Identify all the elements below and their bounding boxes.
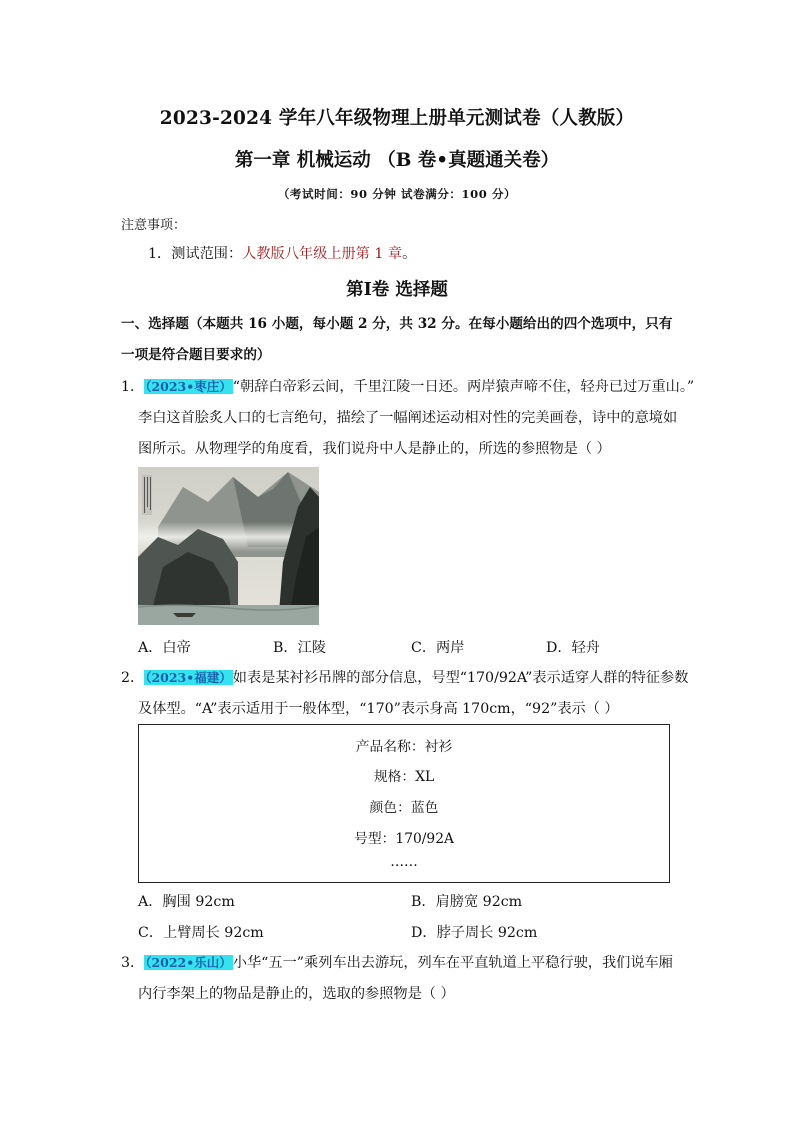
notes-item-1-prefix: 1．测试范围：: [148, 246, 243, 262]
section-intro-line-2: 一项是符合题目要求的）: [121, 347, 271, 363]
shirt-tag-table: [138, 724, 670, 883]
question-2-option-c: C．上臂周长 92cm: [138, 925, 264, 941]
question-1-number: 1．: [121, 379, 145, 395]
landscape-painting: [138, 467, 319, 625]
question-1-line-1: [121, 377, 694, 397]
landscape-painting-svg: [138, 467, 319, 625]
question-3-line-2: 内行李架上的物品是静止的，选取的参照物是（ ）: [138, 986, 455, 1002]
question-3-source-tag: （2022•乐山）: [145, 955, 232, 970]
question-2-source-tag: （2023•福建）: [145, 670, 232, 685]
chapter-title: 第一章 机械运动 （B 卷•真题通关卷）: [234, 150, 560, 171]
exam-info: （考试时间：90 分钟 试卷满分：100 分）: [277, 187, 517, 201]
notes-item-1-suffix: 。: [402, 246, 417, 262]
tag-color: 颜色：蓝色: [369, 800, 439, 816]
notes-heading: 注意事项：: [121, 218, 187, 233]
question-3-number: 3．: [121, 955, 145, 971]
question-1-source-tag: （2023•枣庄）: [145, 379, 232, 394]
question-1-option-d: D．轻舟: [546, 640, 600, 656]
question-1-option-a: A．白帝: [138, 640, 191, 656]
question-3-line-1: [121, 953, 673, 973]
section-intro-line-1: 一、选择题（本题共 16 小题，每小题 2 分，共 32 分。在每小题给出的四个选项中，只有: [121, 316, 673, 332]
question-1-option-c: C．两岸: [411, 640, 465, 656]
question-1-line-3: 图所示。从物理学的角度看，我们说舟中人是静止的，所选的参照物是（ ）: [138, 441, 611, 457]
test-scope: 人教版八年级上册第 1 章: [242, 246, 403, 262]
question-1-option-b: B．江陵: [273, 640, 326, 656]
question-1-line-2: 李白这首脍炙人口的七言绝句，描绘了一幅阐述运动相对性的完美画卷，诗中的意境如: [138, 410, 678, 426]
notes-item-1: [148, 244, 416, 264]
question-2-number: 2．: [121, 670, 145, 686]
exam-title: 2023-2024 学年八年级物理上册单元测试卷（人教版）: [159, 108, 635, 129]
question-2-option-d: D．脖子周长 92cm: [411, 925, 538, 941]
tag-product-name: 产品名称：衬衫: [355, 739, 453, 755]
tag-ellipsis: ……: [390, 854, 418, 870]
question-2-option-b: B．肩膀宽 92cm: [411, 894, 523, 910]
section-title: 第Ⅰ卷 选择题: [346, 280, 448, 300]
tag-model: 号型：170/92A: [354, 831, 454, 847]
question-3-text-1: 小华“五一”乘列车出去游玩，列车在平直轨道上平稳行驶，我们说车厢: [232, 955, 673, 971]
question-1-text-1: “朝辞白帝彩云间，千里江陵一日还。两岸猿声啼不住，轻舟已过万重山。”: [232, 379, 695, 395]
question-2-option-a: A．胸围 92cm: [138, 894, 235, 910]
question-2-line-1: [121, 668, 688, 688]
question-2-text-1: 如表是某衬衫吊牌的部分信息，号型“170/92A”表示适穿人群的特征参数: [232, 670, 689, 686]
question-2-line-2: 及体型。“A”表示适用于一般体型，“170”表示身高 170cm，“92”表示（ ）: [138, 701, 619, 717]
tag-size: 规格：XL: [373, 769, 435, 785]
